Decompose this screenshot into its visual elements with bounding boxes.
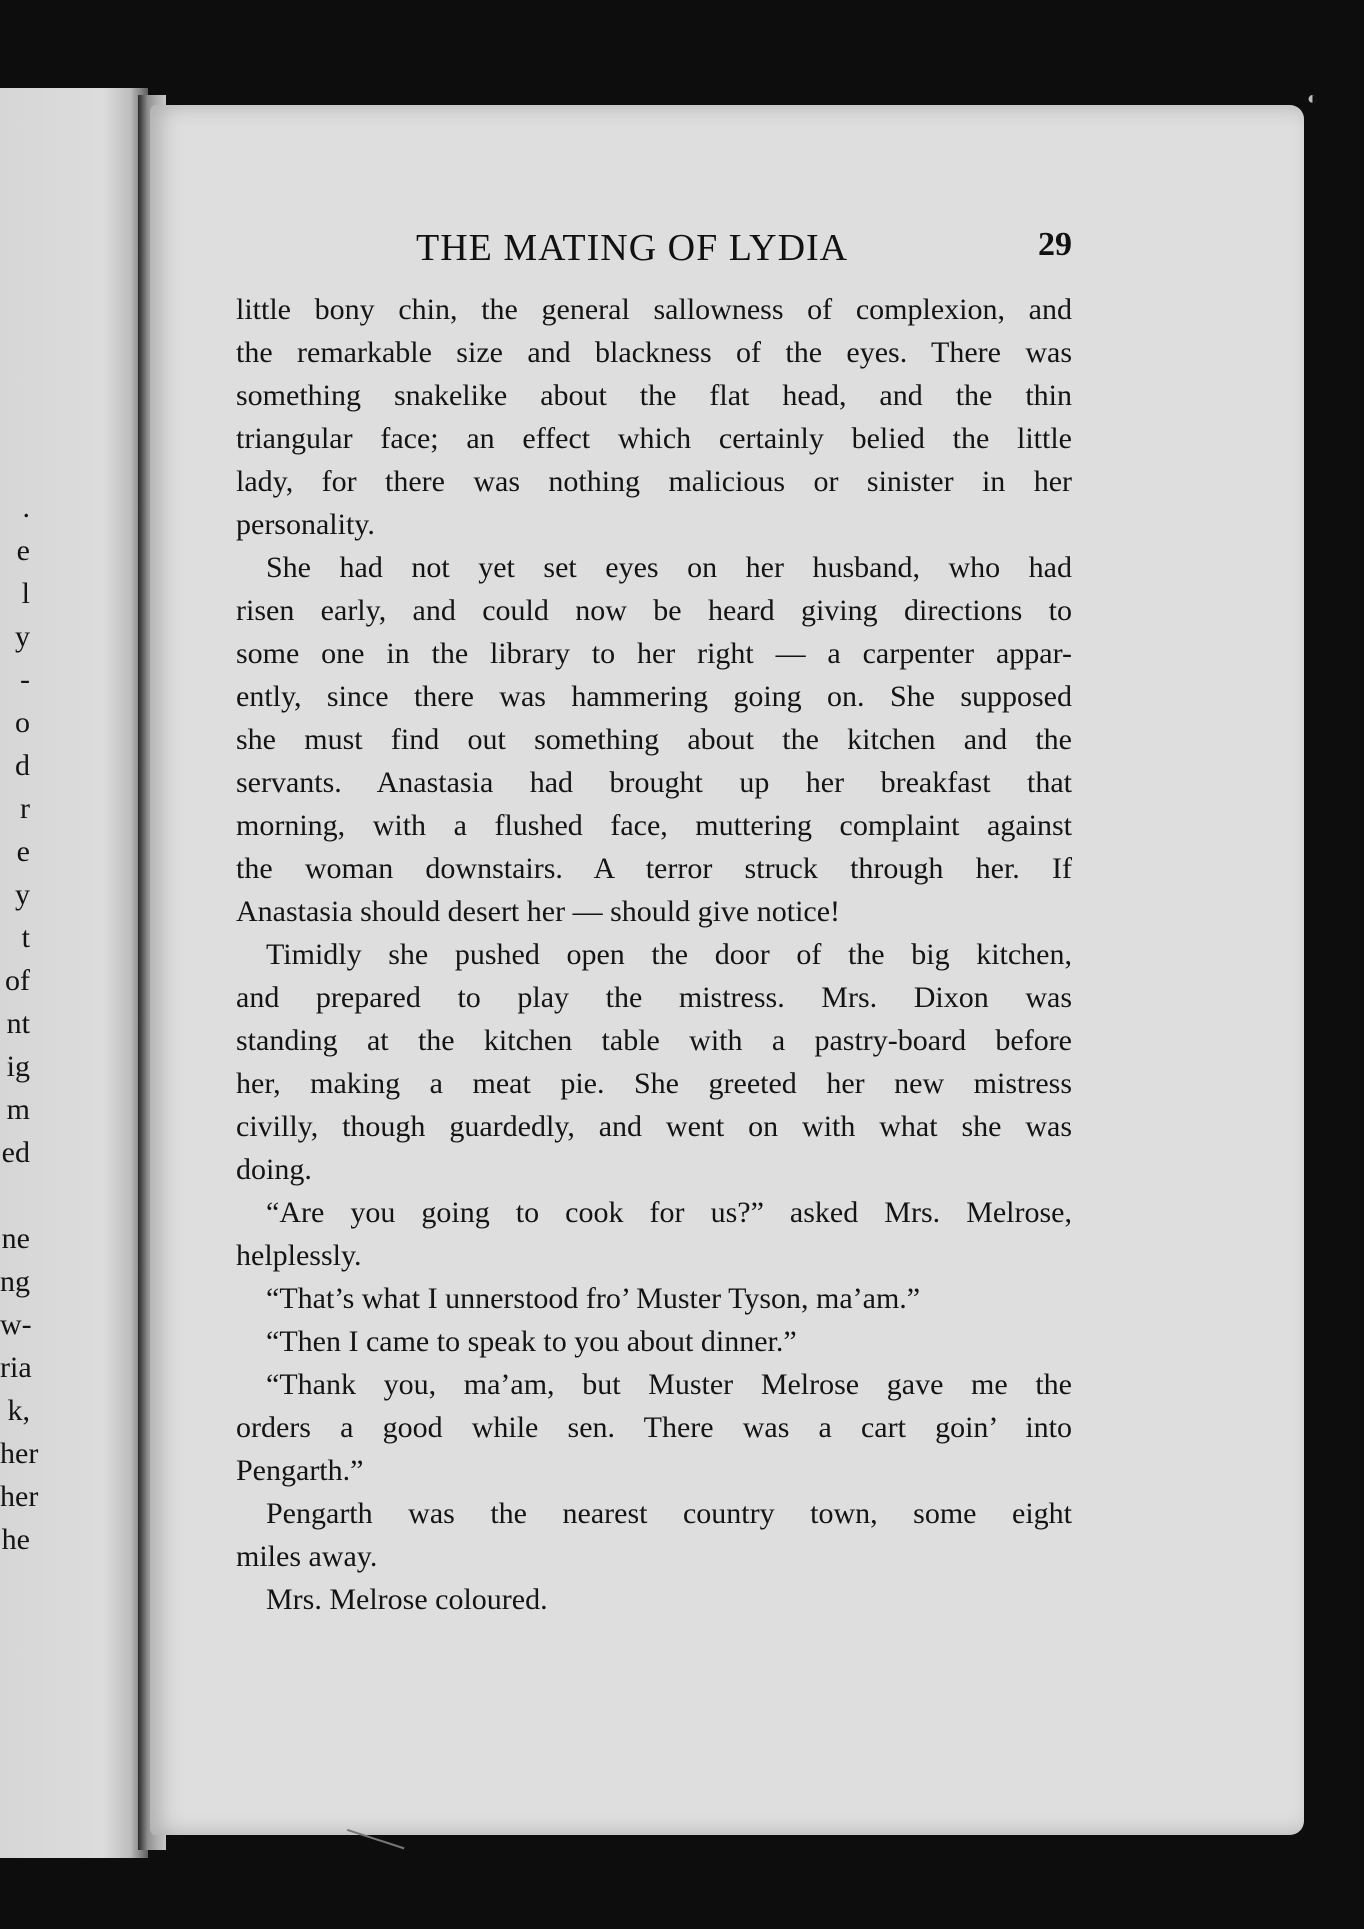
text-line: “Are you going to cook for us?” asked Mrs. Melrose, xyxy=(266,1196,1072,1229)
fragment: her xyxy=(0,1480,39,1513)
fragment xyxy=(0,1174,30,1217)
text-line: doing. xyxy=(236,1153,312,1186)
fragment: y xyxy=(15,878,30,911)
fragment: ng xyxy=(0,1265,30,1298)
text-line: and prepared to play the mistress. Mrs. Dixon was xyxy=(236,981,1072,1014)
scan-artifact-icon: ◐ xyxy=(1307,88,1318,108)
text-line: ently, since there was hammering going on. She supposed xyxy=(236,680,1072,713)
text-line: her, making a meat pie. She greeted her new mistress xyxy=(236,1067,1072,1100)
text-line: Mrs. Melrose coloured. xyxy=(266,1583,548,1616)
fragment: ne xyxy=(1,1222,30,1255)
fragment: d xyxy=(15,749,30,782)
fragment: y xyxy=(15,620,30,653)
text-line: personality. xyxy=(236,508,375,541)
fragment: k, xyxy=(7,1394,30,1427)
text-line: civilly, though guardedly, and went on with what she was xyxy=(236,1110,1072,1143)
fragment: ria xyxy=(0,1351,32,1384)
text-line: morning, with a flushed face, muttering complaint against xyxy=(236,809,1072,842)
fragment: he xyxy=(1,1523,30,1556)
text-line: standing at the kitchen table with a pastry-board before xyxy=(236,1024,1072,1057)
fragment: t xyxy=(21,921,30,954)
fragment: w- xyxy=(0,1308,32,1341)
text-line: something snakelike about the flat head, and the thin xyxy=(236,379,1072,412)
fragment: m xyxy=(6,1093,30,1126)
text-line: Pengarth.” xyxy=(236,1454,364,1487)
fragment: - xyxy=(20,663,30,696)
text-line: the remarkable size and blackness of the eyes. There was xyxy=(236,336,1072,369)
fragment: her xyxy=(0,1437,39,1470)
running-title: THE MATING OF LYDIA xyxy=(416,227,849,269)
text-line: orders a good while sen. There was a cart goin’ into xyxy=(236,1411,1072,1444)
text-line: little bony chin, the general sallowness of complexion, and xyxy=(236,293,1072,326)
text-line: servants. Anastasia had brought up her breakfast that xyxy=(236,766,1072,799)
text-line: “Thank you, ma’am, but Muster Melrose gave me the xyxy=(266,1368,1072,1401)
page-header xyxy=(236,222,1074,278)
text-line: risen early, and could now be heard giving directions to xyxy=(236,594,1072,627)
facing-page-left xyxy=(0,88,148,1858)
fragment: nt xyxy=(6,1007,30,1040)
text-line: Pengarth was the nearest country town, some eight xyxy=(266,1497,1072,1530)
text-line: some one in the library to her right — a carpenter appar- xyxy=(236,637,1072,670)
page-number: 29 xyxy=(1038,226,1072,263)
fragment: ig xyxy=(6,1050,30,1083)
text-line: helplessly. xyxy=(236,1239,362,1272)
fragment: l xyxy=(21,577,30,610)
text-line: She had not yet set eyes on her husband, who had xyxy=(266,551,1072,584)
text-line: she must find out something about the kitchen and the xyxy=(236,723,1072,756)
text-line: Anastasia should desert her — should give notice! xyxy=(236,895,841,928)
fragment: . xyxy=(22,491,30,524)
text-line: miles away. xyxy=(236,1540,378,1573)
fragment: ed xyxy=(1,1136,30,1169)
text-line: “That’s what I unnerstood fro’ Muster Tyson, ma’am.” xyxy=(266,1282,921,1315)
facing-page-text-fragments xyxy=(0,486,39,1561)
page-body xyxy=(236,288,1072,1621)
text-line: triangular face; an effect which certainly belied the little xyxy=(236,422,1072,455)
fragment: r xyxy=(20,792,30,825)
text-line: lady, for there was nothing malicious or sinister in her xyxy=(236,465,1072,498)
fragment: e xyxy=(16,534,30,567)
text-line: “Then I came to speak to you about dinner.” xyxy=(266,1325,797,1358)
fragment: e xyxy=(16,835,30,868)
fragment: o xyxy=(15,706,30,739)
text-line: Timidly she pushed open the door of the big kitchen, xyxy=(266,938,1072,971)
fragment: of xyxy=(5,964,30,997)
text-line: the woman downstairs. A terror struck through her. If xyxy=(236,852,1072,885)
